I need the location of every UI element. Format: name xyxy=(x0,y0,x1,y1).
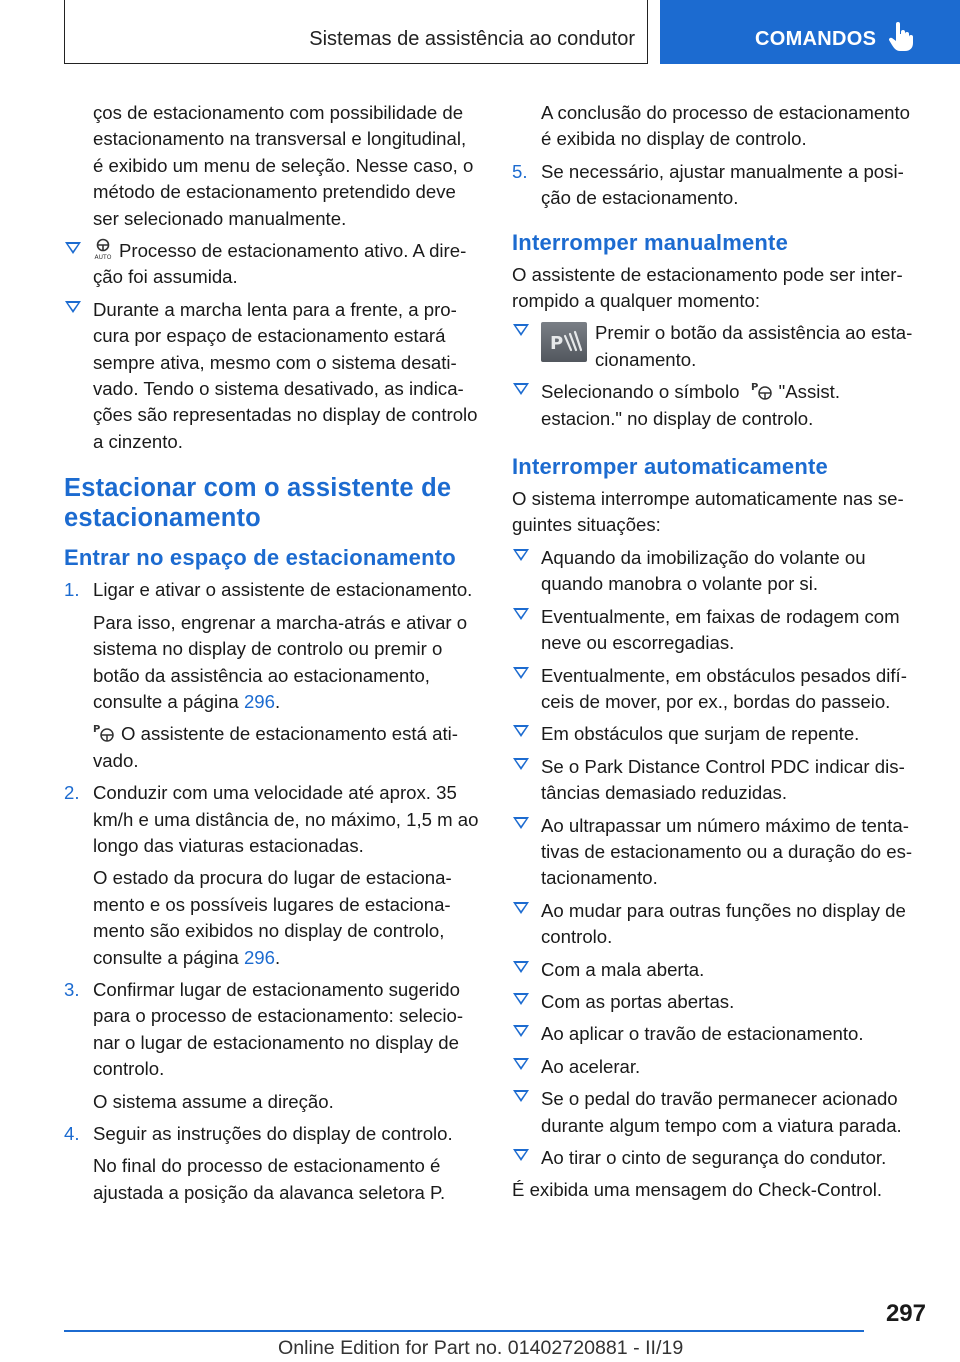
bullet-text: Ao aplicar o travão de estacionamento. xyxy=(541,1023,864,1045)
park-assist-button-icon xyxy=(541,322,587,362)
bullet-triangle-icon xyxy=(513,817,529,829)
step3-detail: O sistema assume a direção. xyxy=(93,1090,334,1112)
chapter-label: COMANDOS xyxy=(755,28,877,50)
park-assist-icon xyxy=(751,381,773,401)
bullet-text: Premir o botão da assistência ao estacionamento. xyxy=(595,322,913,370)
step1-detail: Para isso, engrenar a marcha-atrás e ativar o sistema no display de controlo ou premir o botão da assistência ao estacionamento, consulte a página 296. xyxy=(93,611,468,712)
bullet-triangle-icon xyxy=(513,1149,529,1161)
footer-divider xyxy=(64,1330,864,1332)
step-number: 1. xyxy=(64,579,80,601)
list-item xyxy=(512,1054,924,1080)
list-item xyxy=(512,898,924,951)
bullet-triangle-icon xyxy=(513,993,529,1005)
page-number: 297 xyxy=(885,1300,926,1327)
footer-edition: Online Edition for Part no. 01402720881 - II/19 xyxy=(278,1337,684,1359)
bullet-text: Ao tirar o cinto de segurança do condutor. xyxy=(541,1147,887,1168)
list-item xyxy=(512,159,924,212)
step1-active-text: O assistente de estacionamento está ativado. xyxy=(93,723,458,771)
bullet-text: Se o Park Distance Control PDC indicar distâncias demasiado reduzidas. xyxy=(541,755,905,804)
bullet-text: Ao acelerar. xyxy=(541,1055,641,1077)
list-item xyxy=(512,320,924,373)
bullet-text: Eventualmente, em obstáculos pesados difíceis de mover, por ex., bordas do passeio. xyxy=(541,664,907,712)
list-item xyxy=(512,1021,924,1047)
page-link-296[interactable]: 296 xyxy=(243,946,275,968)
bullet-triangle-icon xyxy=(513,725,529,737)
heading-interrupt-manual: Interromper manualmente xyxy=(512,229,789,255)
list-item xyxy=(512,663,924,716)
header-section-box xyxy=(64,0,648,64)
list-item xyxy=(64,238,479,291)
bullet-text: Com as portas abertas. xyxy=(541,990,735,1012)
right-column xyxy=(512,100,924,1210)
svg-text:AUTO: AUTO xyxy=(94,254,112,261)
bullet-triangle-icon xyxy=(513,383,529,395)
bullet-text: Ao ultrapassar um número máximo de tentativas de estacionamento ou a duração do estacionamento. xyxy=(541,814,913,889)
step-text: Ligar e ativar o assistente de estacionamento. xyxy=(93,579,473,601)
list-item xyxy=(64,577,479,603)
step-text: Confirmar lugar de estacionamento sugerido para o processo de estacionamento: selecionar o lugar de estacionamento no display de controlo. xyxy=(93,978,464,1080)
svg-text:P: P xyxy=(93,724,101,736)
list-item xyxy=(512,813,924,892)
bullet-text: Durante a marcha lenta para a frente, a procura por espaço de estacionamento estará sempre ativa, mesmo com o sistema desativado. Tendo o sistema desativado, as indicações são representadas no display de controlo a cinzento. xyxy=(93,298,478,452)
manual-intro: O assistente de estacionamento pode ser interrompido a qualquer momento: xyxy=(512,263,903,312)
step-text: Seguir as instruções do display de controlo. xyxy=(93,1123,453,1144)
park-assist-icon xyxy=(93,723,115,743)
bullet-triangle-icon xyxy=(513,758,529,770)
list-item xyxy=(512,721,924,747)
closing-text: É exibida uma mensagem do Check-Control. xyxy=(512,1179,882,1201)
step-text: Conduzir com uma velocidade até aprox. 35 km/h e uma distância de, no máximo, 1,5 m ao longo das viaturas estacionadas. xyxy=(93,782,479,856)
list-item xyxy=(512,604,924,657)
list-item xyxy=(512,754,924,807)
bullet-triangle-icon xyxy=(65,301,81,313)
bullet-triangle-icon xyxy=(513,324,529,336)
list-item xyxy=(512,545,924,598)
auto-intro: O sistema interrompe automaticamente nas seguintes situações: xyxy=(512,488,904,536)
step-text: Se necessário, ajustar manualmente a posição de estacionamento. xyxy=(541,160,904,209)
list-item: Selecionando o símbolo P "Assist. estacion." no display de controlo. xyxy=(512,379,924,432)
bullet-text: Aquando da imobilização do volante ou quando manobra o volante por si. xyxy=(541,546,866,595)
bullet-text: Em obstáculos que surjam de repente. xyxy=(541,723,860,745)
heading-interrupt-auto: Interromper automaticamente xyxy=(512,454,828,480)
bullet-text: Eventualmente, em faixas de rodagem com neve ou escorregadias. xyxy=(541,605,900,654)
bullet-triangle-icon xyxy=(513,961,529,973)
list-item xyxy=(512,1086,924,1139)
bullet-triangle-icon xyxy=(513,667,529,679)
pointing-hand-icon xyxy=(889,22,913,52)
bullet-text: Se o pedal do travão permanecer acionado durante algum tempo com a viatura parada. xyxy=(541,1088,902,1136)
bullet-triangle-icon xyxy=(65,242,81,254)
list-item xyxy=(64,977,479,1083)
park-assist-auto-icon xyxy=(93,238,113,260)
step2-detail: O estado da procura do lugar de estacionamento e os possíveis lugares de estacionamento são exibidos no display de controlo, consulte a página 296. xyxy=(93,867,452,968)
list-item xyxy=(512,1145,924,1171)
svg-text:P: P xyxy=(750,382,758,394)
auto-interrupt-list xyxy=(512,545,924,1172)
step-number: 3. xyxy=(64,978,80,1000)
bullet-triangle-icon xyxy=(513,1058,529,1070)
list-item xyxy=(64,1121,479,1147)
step-number: 2. xyxy=(64,782,80,804)
heading-enter-space: Entrar no espaço de estacionamento xyxy=(64,545,456,571)
bullet-triangle-icon xyxy=(513,549,529,561)
step4-detail: No final do processo de estacionamento é ajustada a posição da alavanca seletora P. xyxy=(93,1155,446,1203)
heading-park-with-assistant: Estacionar com o assistente de estacionamento xyxy=(64,474,452,533)
chapter-tab[interactable] xyxy=(660,0,960,64)
svg-text:P: P xyxy=(550,333,564,355)
bullet-triangle-icon xyxy=(513,1090,529,1102)
continuation: A conclusão do processo de estacionamento é exibida no display de controlo. xyxy=(541,102,911,150)
left-column xyxy=(64,100,479,1212)
list-item xyxy=(512,957,924,983)
bullet-triangle-icon xyxy=(513,608,529,620)
list-item xyxy=(512,989,924,1015)
bullet-text: Processo de estacionamento ativo. A direção foi assumida. xyxy=(93,240,467,288)
section-title: Sistemas de assistência ao condutor xyxy=(309,28,635,50)
list-item xyxy=(64,780,479,859)
step-number: 5. xyxy=(512,160,528,182)
page-link-296[interactable]: 296 xyxy=(243,690,275,712)
bullet-text: Com a mala aberta. xyxy=(541,958,705,980)
bullet-triangle-icon xyxy=(513,1025,529,1037)
intro-continuation: ços de estacionamento com possibilidade de estacionamento na transversal e longitudinal, é exibido um menu de seleção. Nesse caso, o método de estacionamento pretendido deve ser selecionado manualmente. xyxy=(93,102,474,229)
list-item xyxy=(64,297,479,455)
step1-active xyxy=(64,721,479,774)
bullet-triangle-icon xyxy=(513,902,529,914)
step-number: 4. xyxy=(64,1123,80,1144)
bullet-text: Ao mudar para outras funções no display de controlo. xyxy=(541,899,906,948)
